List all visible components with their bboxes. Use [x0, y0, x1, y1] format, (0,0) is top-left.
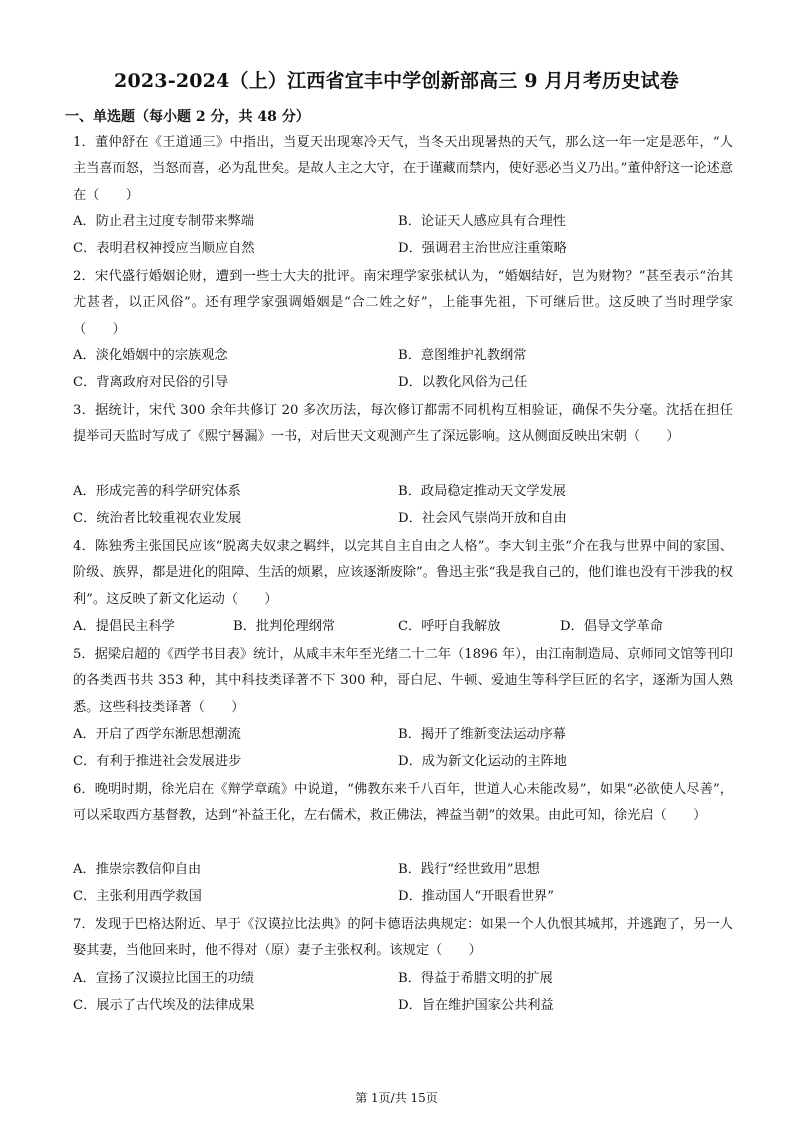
question-3-stem: 3．据统计，宋代 300 余年共修订 20 多次历法，每次修订都需不同机构互相验证，确保不失分毫。沈括在担任提举司天监时写成了《熙宁晷漏》一书，对后世天文观测产生了深远影响。这从侧面反映出宋朝（ ） — [73, 403, 733, 445]
question-1-option-b: B．论证天人感应具有合理性 — [398, 214, 566, 229]
question-6-option-c: C．主张利用西学救国 — [73, 889, 202, 904]
page-footer: 第 1页/共 15页 — [355, 1091, 438, 1105]
question-1-option-a: A．防止君主过度专制带来弊端 — [73, 214, 254, 229]
question-1-option-d: D．强调君主治世应注重策略 — [398, 241, 567, 256]
question-1-stem: 1．董仲舒在《王道通三》中指出，当夏天出现寒冷天气，当冬天出现暑热的天气，那么这一年一定是恶年，“人主当喜而怒，当怒而喜，必为乱世矣。是故人主之大守，在于谨藏而禁内，使好恶必当义乃出。”董仲舒这一论述意在（ ） — [73, 135, 733, 203]
question-6-option-a: A．推崇宗教信仰自由 — [73, 862, 202, 877]
question-7-stem: 7．发现于巴格达附近、早于《汉谟拉比法典》的阿卡德语法典规定：如果一个人仇恨其城邦，并逃跑了，另一人娶其妻，当他回来时，他不得对（原）妻子主张权利。该规定（ ） — [73, 917, 733, 959]
question-5-option-b: B．揭开了维新变法运动序幕 — [398, 727, 566, 742]
question-6-stem: 6．晚明时期，徐光启在《辩学章疏》中说道，“佛教东来千八百年，世道人心未能改易”，如果“必欲使人尽善”，可以采取西方基督教，达到“补益王化，左右儒术，救正佛法，裨益当朝”的效果。由此可知，徐光启（ ） — [73, 782, 733, 824]
section-heading: 一、单选题（每小题 2 分，共 48 分） — [65, 109, 310, 125]
question-4-option-d: D．倡导文学革命 — [560, 619, 663, 634]
question-7-option-d: D．旨在维护国家公共利益 — [398, 998, 554, 1013]
question-4-option-a: A．提倡民主科学 — [73, 619, 175, 634]
question-7-option-b: B．得益于希腊文明的扩展 — [398, 971, 553, 986]
question-2-option-b: B．意图维护礼教纲常 — [398, 348, 527, 363]
question-5-option-c: C．有利于推进社会发展进步 — [73, 754, 242, 769]
question-6-option-b: B．践行“经世致用”思想 — [398, 862, 540, 877]
question-5-stem: 5．据梁启超的《西学书目表》统计，从咸丰末年至光绪二十二年（1896 年），由江南制造局、京师同文馆等刊印的各类西书共 353 种，其中科技类译著不下 300 种，哥白尼、牛顿、爱迪生等科学巨匠的名字，逐渐为国人熟悉。这些科技类译著（ ） — [73, 647, 733, 715]
question-3-option-c: C．统治者比较重视农业发展 — [73, 511, 242, 526]
question-1-option-c: C．表明君权神授应当顺应自然 — [73, 241, 255, 256]
question-2-option-a: A．淡化婚姻中的宗族观念 — [73, 348, 228, 363]
question-4-option-b: B．批判伦理纲常 — [233, 619, 336, 634]
question-6-option-d: D．推动国人“开眼看世界” — [398, 889, 554, 904]
question-7-option-a: A．宣扬了汉谟拉比国王的功绩 — [73, 971, 254, 986]
question-5-option-a: A．开启了西学东渐思想潮流 — [73, 727, 241, 742]
question-3-option-a: A．形成完善的科学研究体系 — [73, 484, 241, 499]
page-title: 2023-2024（上）江西省宜丰中学创新部高三 9 月月考历史试卷 — [114, 70, 679, 92]
question-5-option-d: D．成为新文化运动的主阵地 — [398, 754, 567, 769]
question-3-option-b: B．政局稳定推动天文学发展 — [398, 484, 566, 499]
question-7-option-c: C．展示了古代埃及的法律成果 — [73, 998, 255, 1013]
question-4-stem: 4．陈独秀主张国民应该“脱离夫奴隶之羁绊，以完其自主自由之人格”。李大钊主张“介在我与世界中间的家国、阶级、族界，都是进化的阻障、生活的烦累，应该逐渐废除”。鲁迅主张“我是我自己的，他们谁也没有干涉我的权利”。这反映了新文化运动（ ） — [73, 539, 733, 607]
question-4-option-c: C．呼吁自我解放 — [398, 619, 501, 634]
question-2-option-c: C．背离政府对民俗的引导 — [73, 375, 229, 390]
question-2-stem: 2．宋代盛行婚姻论财，遭到一些士大夫的批评。南宋理学家张栻认为，“婚姻结好，岂为财物？”甚至表示“治其尤甚者，以正风俗”。还有理学家强调婚姻是“合二姓之好”，上能事先祖，下可继后世。这反映了当时理学家（ ） — [73, 269, 733, 337]
question-3-option-d: D．社会风气崇尚开放和自由 — [398, 511, 567, 526]
question-2-option-d: D．以教化风俗为己任 — [398, 375, 528, 390]
